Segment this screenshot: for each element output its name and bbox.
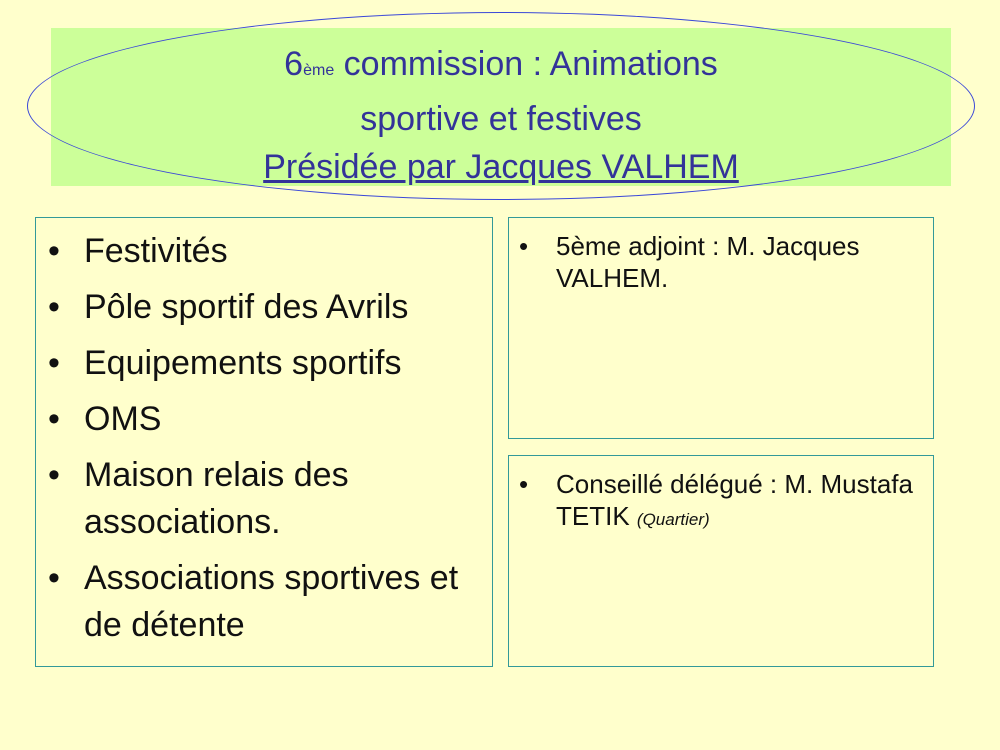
title-line-1-rest: commission : Animations xyxy=(334,45,718,83)
bullet: • xyxy=(519,231,529,261)
list-item xyxy=(519,230,923,294)
list-item-text: Pôle sportif des Avrils xyxy=(84,288,409,326)
list-item xyxy=(48,555,482,649)
list-item xyxy=(48,284,482,331)
list-item xyxy=(48,452,482,546)
bullet: • xyxy=(48,456,60,494)
title-number: 6 xyxy=(284,45,304,83)
list-item-text: OMS xyxy=(84,400,162,438)
list-item xyxy=(48,396,482,443)
list-item xyxy=(519,468,923,536)
list-item-text: Associations sportives et de détente xyxy=(84,559,459,644)
list-item-text: Equipements sportifs xyxy=(84,344,402,382)
bullet: • xyxy=(519,469,529,499)
list-item xyxy=(48,228,482,275)
topics-list xyxy=(36,218,492,649)
bullet: • xyxy=(48,288,60,326)
bullet: • xyxy=(48,232,60,270)
adjoint-text: 5ème adjoint : M. Jacques VALHEM. xyxy=(556,231,860,293)
delegate-note: (Quartier) xyxy=(636,510,710,529)
delegate-box xyxy=(508,455,934,667)
topics-box xyxy=(35,217,493,667)
adjoint-list xyxy=(509,218,933,294)
delegate-text: Conseillé délégué : M. Mustafa TETIK xyxy=(556,469,913,531)
title-line-1 xyxy=(51,40,951,95)
list-item-text: Festivités xyxy=(84,232,228,270)
list-item-text: Maison relais des associations. xyxy=(84,456,349,541)
bullet: • xyxy=(48,400,60,438)
bullet: • xyxy=(48,559,60,597)
delegate-list xyxy=(509,456,933,536)
list-item xyxy=(48,340,482,387)
slide-title xyxy=(51,40,951,191)
adjoint-box xyxy=(508,217,934,439)
title-line-2: sportive et festives xyxy=(360,100,642,138)
title-ordinal-suffix: ème xyxy=(303,62,335,79)
bullet: • xyxy=(48,344,60,382)
title-line-3: Présidée par Jacques VALHEM xyxy=(263,148,739,186)
